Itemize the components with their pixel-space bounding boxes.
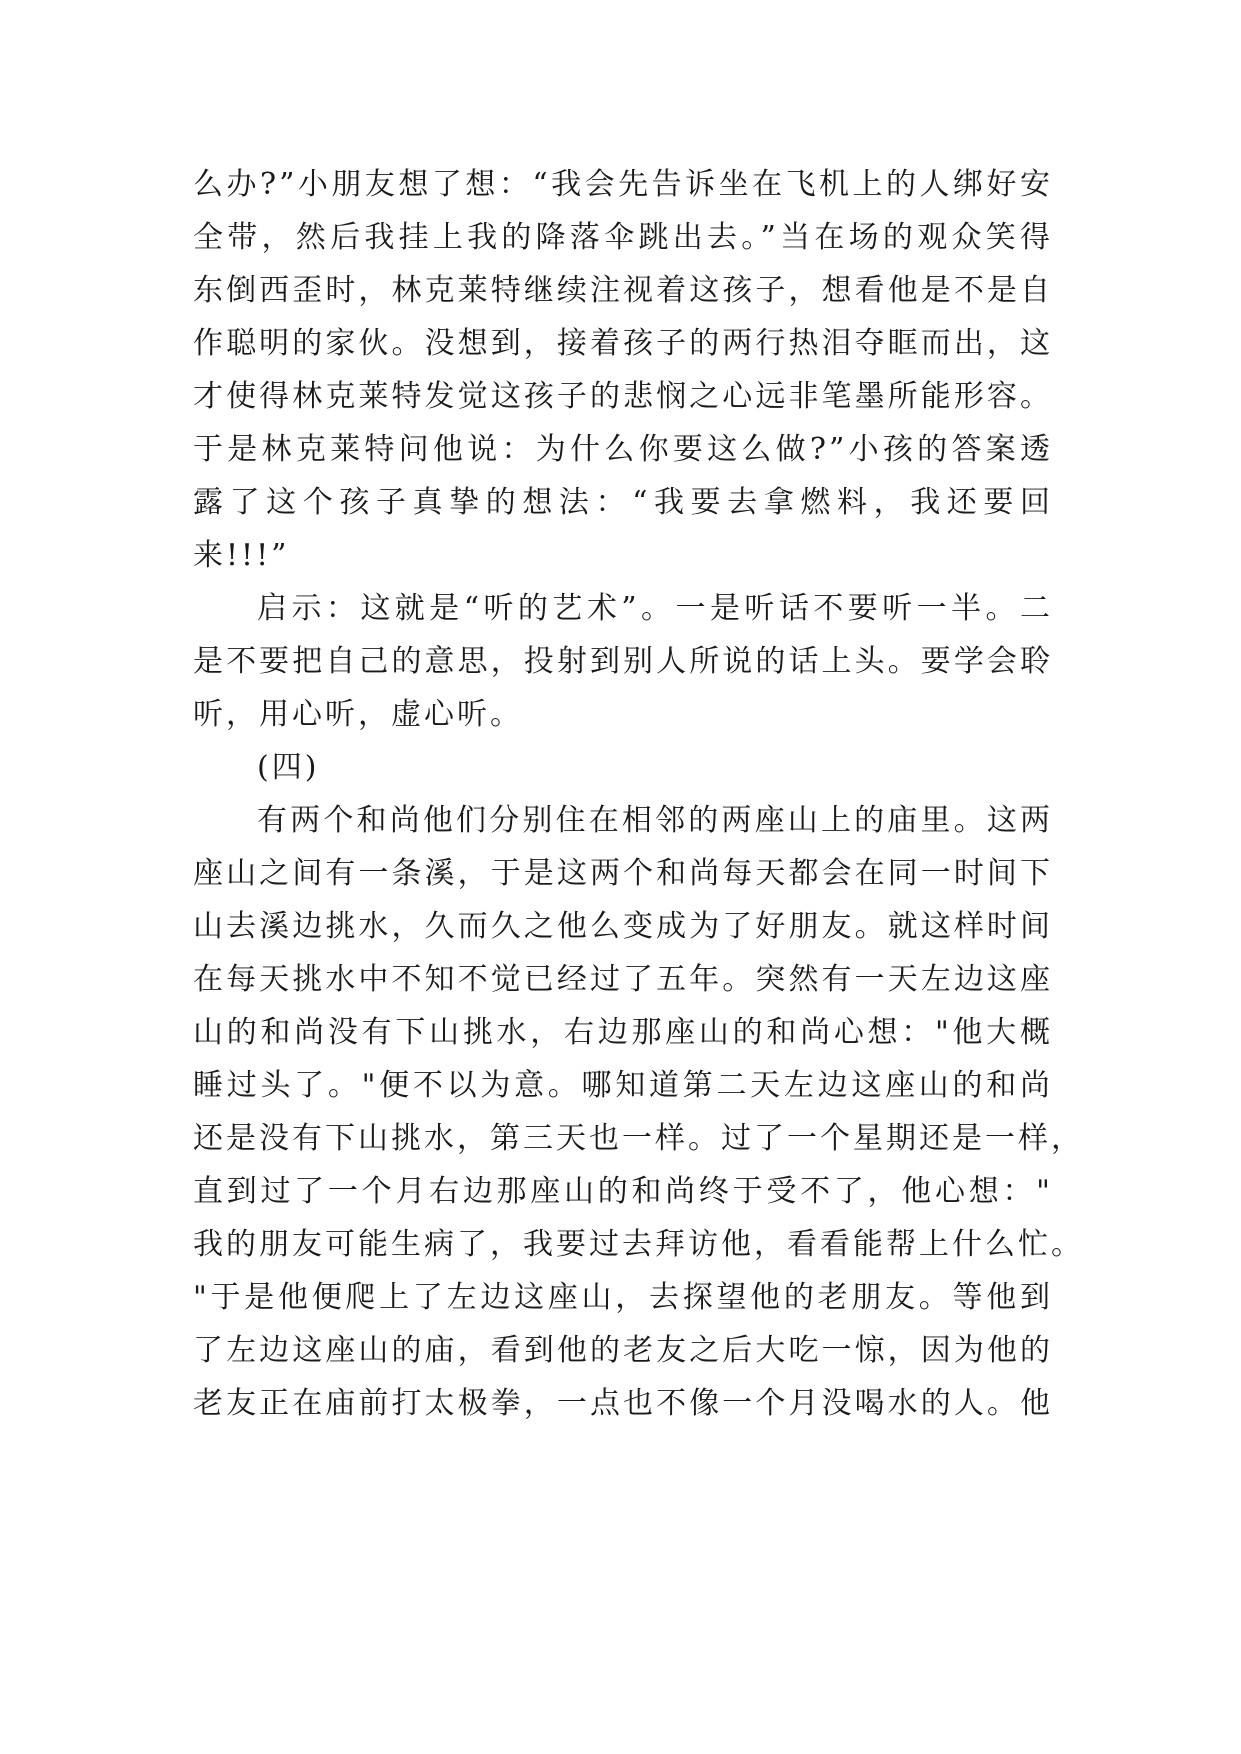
paragraph-line: 么办?”小朋友想了想：“我会先告诉坐在飞机上的人绑好安 (193, 167, 1053, 202)
body-text (193, 158, 1084, 1430)
paragraph-line: 睡过头了。"便不以为意。哪知道第二天左边这座山的和尚 (193, 1068, 1053, 1103)
paragraph-line: 露了这个孩子真挚的想法：“我要去拿燃料，我还要回 (193, 485, 1053, 520)
insight-line: 是不要把自己的意思，投射到别人所说的话上头。要学会聆 (193, 644, 1053, 679)
paragraph-line: 山去溪边挑水，久而久之他么变成为了好朋友。就这样时间 (193, 909, 1053, 944)
paragraph-line: "于是他便爬上了左边这座山，去探望他的老朋友。等他到 (193, 1280, 1053, 1315)
paragraph-line: 山的和尚没有下山挑水，右边那座山的和尚心想："他大概 (193, 1015, 1053, 1050)
paragraph-line: 于是林克莱特问他说：为什么你要这么做?”小孩的答案透 (193, 432, 1053, 467)
paragraph-line: 座山之间有一条溪，于是这两个和尚每天都会在同一时间下 (193, 856, 1053, 891)
insight-line: 启示：这就是“听的艺术”。一是听话不要听一半。二 (257, 591, 1053, 626)
paragraph-line: 了左边这座山的庙，看到他的老友之后大吃一惊，因为他的 (193, 1333, 1053, 1368)
paragraph-line: 还是没有下山挑水，第三天也一样。过了一个星期还是一样， (193, 1121, 1084, 1156)
paragraph-line: 直到过了一个月右边那座山的和尚终于受不了，他心想：" (193, 1174, 1053, 1209)
paragraph-line: 老友正在庙前打太极拳，一点也不像一个月没喝水的人。他 (193, 1386, 1053, 1421)
paragraph-line: 东倒西歪时，林克莱特继续注视着这孩子，想看他是不是自 (193, 273, 1053, 308)
section-heading: (四) (257, 750, 320, 785)
paragraph-line: 我的朋友可能生病了，我要过去拜访他，看看能帮上什么忙。 (193, 1227, 1084, 1262)
paragraph-line: 来!!!” (193, 538, 290, 573)
paragraph-line: 在每天挑水中不知不觉已经过了五年。突然有一天左边这座 (193, 962, 1053, 997)
paragraph-line: 才使得林克莱特发觉这孩子的悲悯之心远非笔墨所能形容。 (193, 379, 1053, 414)
insight-line: 听，用心听，虚心听。 (193, 697, 523, 732)
paragraph-line: 全带，然后我挂上我的降落伞跳出去。”当在场的观众笑得 (193, 220, 1053, 255)
paragraph-line: 作聪明的家伙。没想到，接着孩子的两行热泪夺眶而出，这 (193, 326, 1053, 361)
paragraph-line: 有两个和尚他们分别住在相邻的两座山上的庙里。这两 (257, 803, 1053, 838)
